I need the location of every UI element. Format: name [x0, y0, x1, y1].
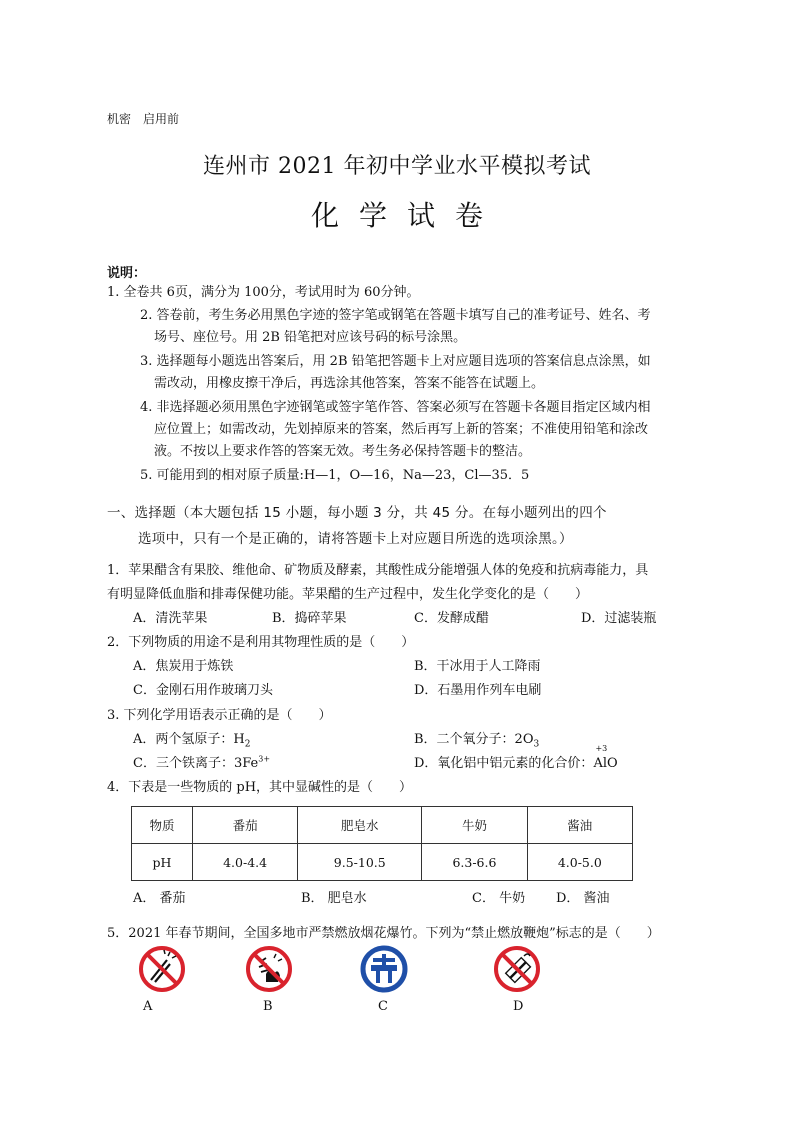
- sign-label-b: B: [263, 999, 273, 1014]
- no-firecracker-icon: [492, 944, 542, 994]
- note-line: 1. 全卷共 6页，满分为 100分，考试用时为 60分钟。: [107, 285, 420, 300]
- no-pedestrian-sign-icon: [359, 944, 409, 994]
- note-line: 2. 答卷前，考生务必用黑色字迹的签字笔或钢笔在答题卡填写自己的准考证号、姓名、考: [140, 308, 651, 323]
- note-line: 5. 可能用到的相对原子质量:H—1，O—16，Na—23，Cl—35．5: [140, 468, 530, 483]
- table-cell: 酱油: [527, 807, 632, 844]
- no-fireworks-icon: [137, 944, 187, 994]
- q2-option-b: B．干冰用于人工降雨: [414, 659, 541, 674]
- note-line: 3. 选择题每小题选出答案后，用 2B 铅笔把答题卡上对应题目选项的答案信息点涂黑，如: [140, 354, 651, 369]
- q4-option-d: D． 酱油: [556, 891, 610, 906]
- q1-option-b: B．捣碎苹果: [272, 611, 347, 626]
- notes-label: 说明：: [107, 266, 147, 281]
- table-row: [132, 807, 633, 844]
- note-line: 场号、座位号。用 2B 铅笔把对应该号码的标号涂黑。: [154, 330, 467, 345]
- q3-option-a: A．两个氢原子：$H_2$: [133, 732, 251, 750]
- q3-stem: 3. 下列化学用语表示正确的是（ ）: [107, 708, 332, 723]
- sign-label-c: C: [378, 999, 388, 1014]
- sign-label-a: A: [143, 999, 153, 1014]
- exam-title: 连州市 2021 年初中学业水平模拟考试: [203, 154, 591, 179]
- q2-option-a: A．焦炭用于炼铁: [133, 659, 234, 674]
- note-line: 需改动，用橡皮擦干净后，再选涂其他答案，答案不能答在试题上。: [154, 376, 545, 391]
- q3-option-b: B．二个氧分子：$2O_3$: [414, 732, 540, 750]
- valence-formula: +3 AlO: [593, 744, 618, 771]
- q3-option-c: C．三个铁离子：$3Fe^{3+}$: [133, 754, 271, 771]
- q4-option-c: C． 牛奶: [472, 891, 526, 906]
- table-cell: 6.3-6.6: [422, 844, 527, 881]
- table-cell: 物质: [132, 807, 193, 844]
- note-line: 4. 非选择题必须用黑色字迹钢笔或签字笔作答、答案必须写在答题卡各题目指定区域内相: [140, 400, 651, 415]
- table-cell: 9.5-10.5: [298, 844, 422, 881]
- sign-label-d: D: [513, 999, 524, 1014]
- q4-option-b: B． 肥皂水: [301, 891, 367, 906]
- table-cell: 肥皂水: [298, 807, 422, 844]
- q2-stem: 2．下列物质的用途不是利用其物理性质的是（ ）: [107, 635, 415, 650]
- section-heading-cont: 选项中，只有一个是正确的，请将答题卡上对应题目所选的选项涂黑。）: [138, 531, 573, 547]
- q1-option-d: D．过滤装瓶: [581, 611, 657, 626]
- note-line: 液。不按以上要求作答的答案无效。考生务必保持答题卡的整洁。: [154, 444, 532, 459]
- q1-option-c: C．发酵成醋: [414, 611, 489, 626]
- table-cell: 4.0-4.4: [192, 844, 297, 881]
- q5-stem: 5．2021 年春节期间，全国多地市严禁燃放烟花爆竹。下列为“禁止燃放鞭炮”标志的是（ ）: [107, 926, 660, 941]
- table-cell: 4.0-5.0: [527, 844, 632, 881]
- confidential-mark: 机密 启用前: [107, 112, 180, 126]
- table-cell: pH: [132, 844, 193, 881]
- table-cell: 牛奶: [422, 807, 527, 844]
- ph-table: [131, 806, 633, 881]
- q2-option-c: C．金刚石用作玻璃刀头: [133, 683, 273, 698]
- q2-option-d: D．石墨用作列车电刷: [414, 683, 542, 698]
- q4-stem: 4．下表是一些物质的 pH，其中显碱性的是（ ）: [107, 780, 413, 795]
- q4-option-a: A． 番茄: [133, 891, 186, 906]
- table-cell: 番茄: [192, 807, 297, 844]
- q1-stem-cont: 有明显降低血脂和排毒保健功能。苹果醋的生产过程中，发生化学变化的是（ ）: [107, 587, 589, 602]
- subject-title: 化学试卷: [310, 199, 503, 232]
- note-line: 应位置上；如需改动，先划掉原来的答案，然后再写上新的答案；不准使用铅笔和涂改: [154, 422, 649, 437]
- table-row: [132, 844, 633, 881]
- q3-option-d: D．氧化铝中铝元素的化合价： +3 AlO: [414, 744, 618, 771]
- q1-stem: 1．苹果醋含有果胶、维他命、矿物质及酵素，其酸性成分能增强人体的免疫和抗病毒能力，具: [107, 563, 649, 578]
- no-burning-icon: [244, 944, 294, 994]
- section-heading: 一、选择题（本大题包括 15 小题，每小题 3 分，共 45 分。在每小题列出的四个: [107, 505, 607, 521]
- q1-option-a: A．清洗苹果: [133, 611, 208, 626]
